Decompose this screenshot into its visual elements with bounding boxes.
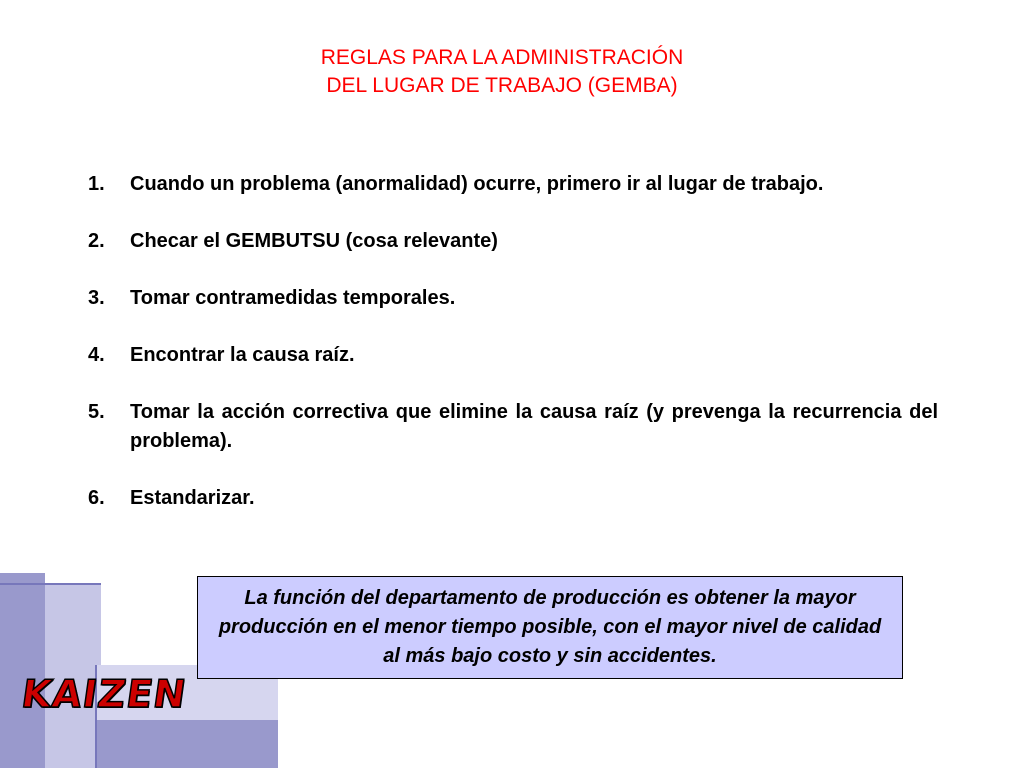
title-line-2: DEL LUGAR DE TRABAJO (GEMBA): [326, 74, 678, 97]
title-line-1: REGLAS PARA LA ADMINISTRACIÓN: [320, 46, 684, 69]
decorative-line: [0, 583, 101, 585]
rule-item: [88, 484, 938, 513]
rule-text: Tomar contramedidas temporales.: [130, 287, 456, 309]
rule-text: Encontrar la causa raíz.: [130, 344, 355, 366]
rule-text: Checar el GEMBUTSU (cosa relevante): [130, 230, 498, 252]
rule-number: 4.: [88, 344, 105, 366]
rule-number: 6.: [88, 487, 105, 509]
rule-text: Estandarizar.: [130, 487, 255, 509]
decorative-block: [0, 573, 45, 768]
rule-number: 1.: [88, 173, 105, 195]
rule-item: [88, 170, 938, 199]
rule-text: Cuando un problema (anormalidad) ocurre, primero ir al lugar de trabajo.: [130, 173, 824, 195]
production-note-text: La función del departamento de producción es obtener la mayor producción en el menor tiempo posible, con el mayor nivel de calidad al más bajo costo y sin accidentes.: [218, 587, 882, 667]
production-note-box: [197, 576, 903, 679]
rule-item: [88, 284, 938, 313]
rule-number: 2.: [88, 230, 105, 252]
rule-item: [88, 227, 938, 256]
rules-list: [88, 170, 938, 541]
slide-title: [0, 44, 1004, 100]
rule-item: [88, 341, 938, 370]
rule-number: 3.: [88, 287, 105, 309]
rule-number: 5.: [88, 401, 105, 423]
rule-item: [88, 398, 938, 456]
kaizen-logo: KAIZEN: [18, 672, 190, 716]
rule-text: Tomar la acción correctiva que elimine la causa raíz (y prevenga la recurrencia del problema).: [130, 401, 938, 452]
decorative-block: [95, 720, 278, 768]
